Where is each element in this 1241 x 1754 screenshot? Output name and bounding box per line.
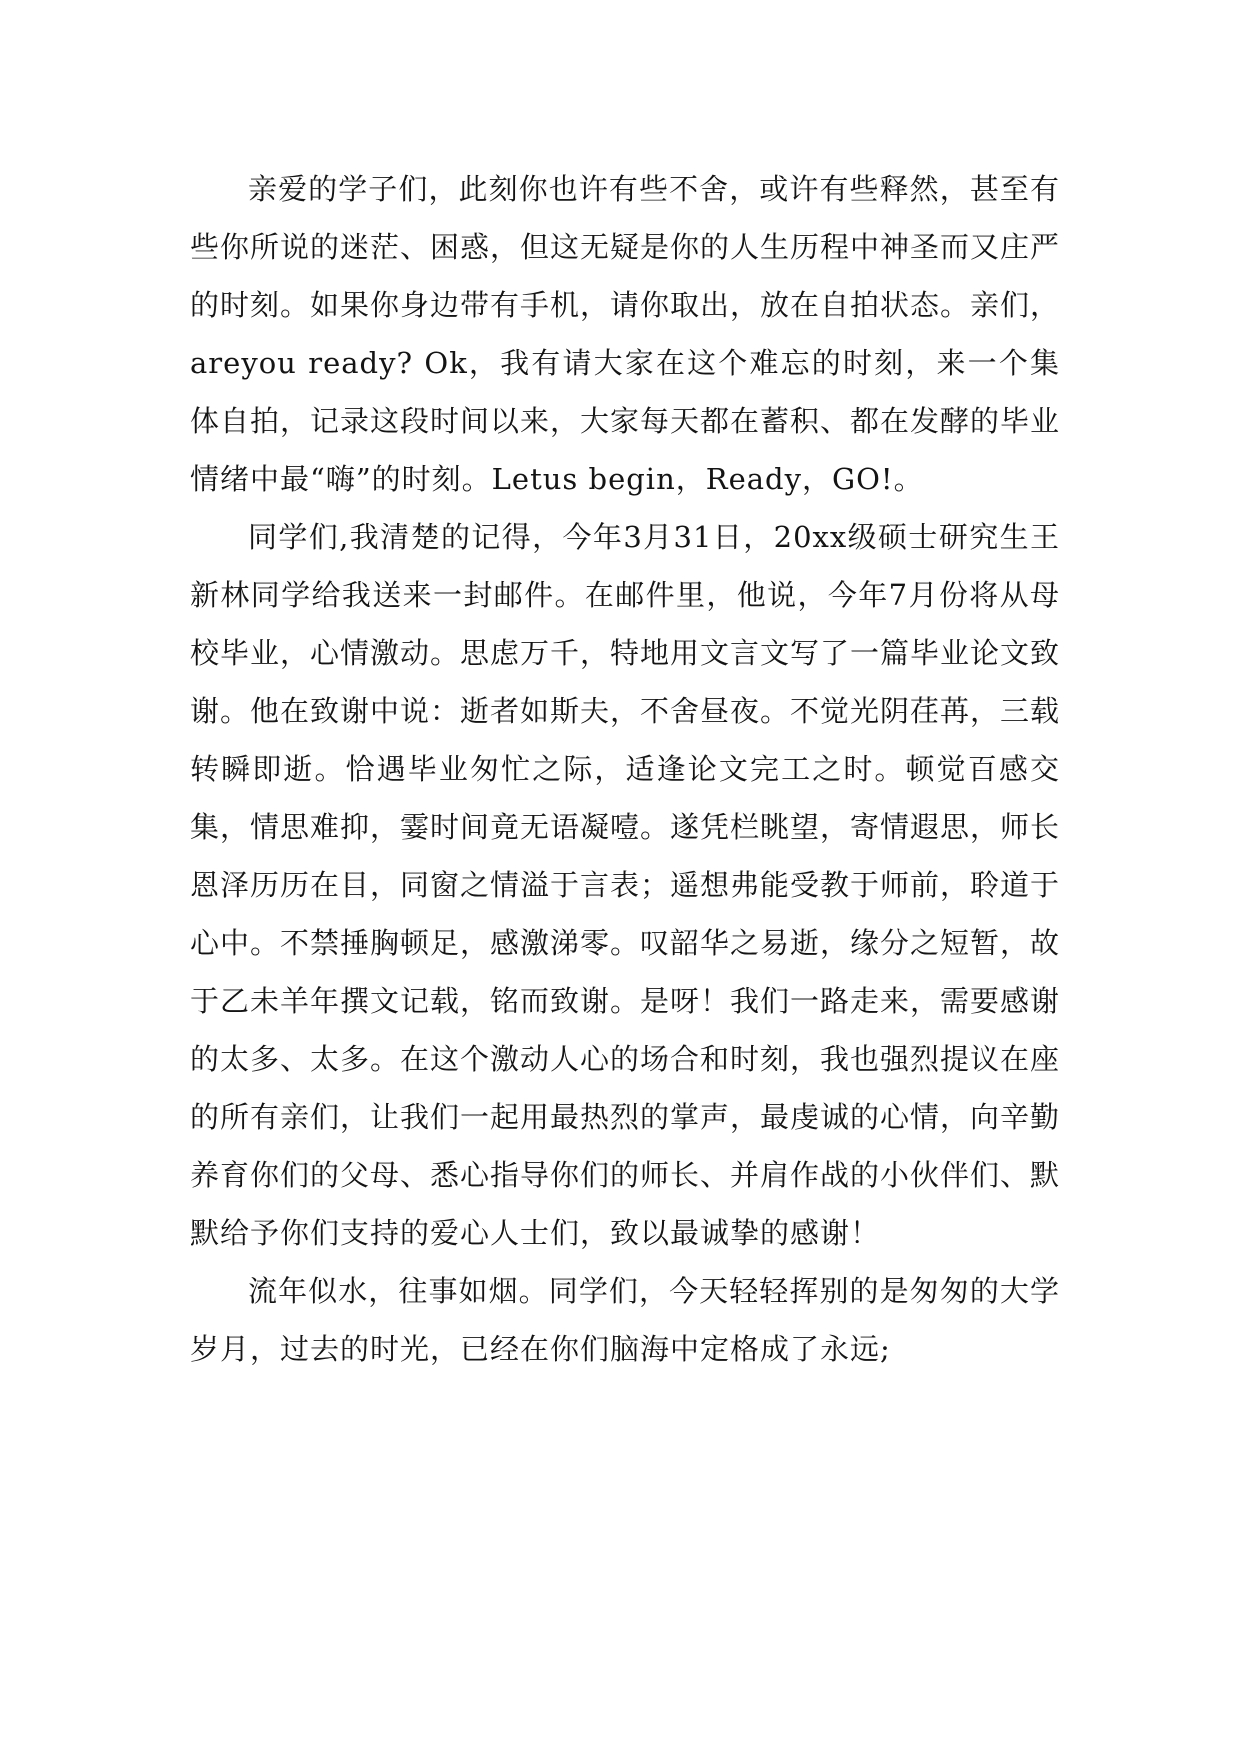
paragraph-thanks-letter: 同学们,我清楚的记得，今年3月31日，20xx级硕士研究生王新林同学给我送来一封邮件。在邮件里，他说，今年7月份将从母校毕业，心情激动。思虑万千，特地用文言文写了一篇毕业论文致谢。他在致谢中说：逝者如斯夫，不舍昼夜。不觉光阴荏苒，三载转瞬即逝。恰遇毕业匆忙之际，适逢论文完工之时。顿觉百感交集，情思难抑，霎时间竟无语凝噎。遂凭栏眺望，寄情遐思，师长恩泽历历在目，同窗之情溢于言表；遥想弗能受教于师前，聆道于心中。不禁捶胸顿足，感激涕零。叹韶华之易逝，缘分之短暂，故于乙未羊年撰文记载，铭而致谢。是呀！我们一路走来，需要感谢的太多、太多。在这个激动人心的场合和时刻，我也强烈提议在座的所有亲们，让我们一起用最热烈的掌声，最虔诚的心情，向辛勤养育你们的父母、悉心指导你们的师长、并肩作战的小伙伴们、默默给予你们支持的爱心人士们，致以最诚挚的感谢！ (190, 520, 1061, 1250)
paragraph-selfie: 亲爱的学子们，此刻你也许有些不舍，或许有些释然，甚至有些你所说的迷茫、困惑，但这无疑是你的人生历程中神圣而又庄严的时刻。如果你身边带有手机，请你取出，放在自拍状态。亲们，areyou ready? Ok，我有请大家在这个难忘的时刻，来一个集体自拍，记录这段时间以来，大家每天都在蓄积、都在发酵的毕业情绪中最“嗨”的时刻。Letus begin，Ready，GO!。 (190, 172, 1061, 496)
paragraph-farewell: 流年似水，往事如烟。同学们，今天轻轻挥别的是匆匆的大学岁月，过去的时光，已经在你们脑海中定格成了永远; (190, 1274, 1060, 1366)
document-body (190, 160, 1060, 1378)
